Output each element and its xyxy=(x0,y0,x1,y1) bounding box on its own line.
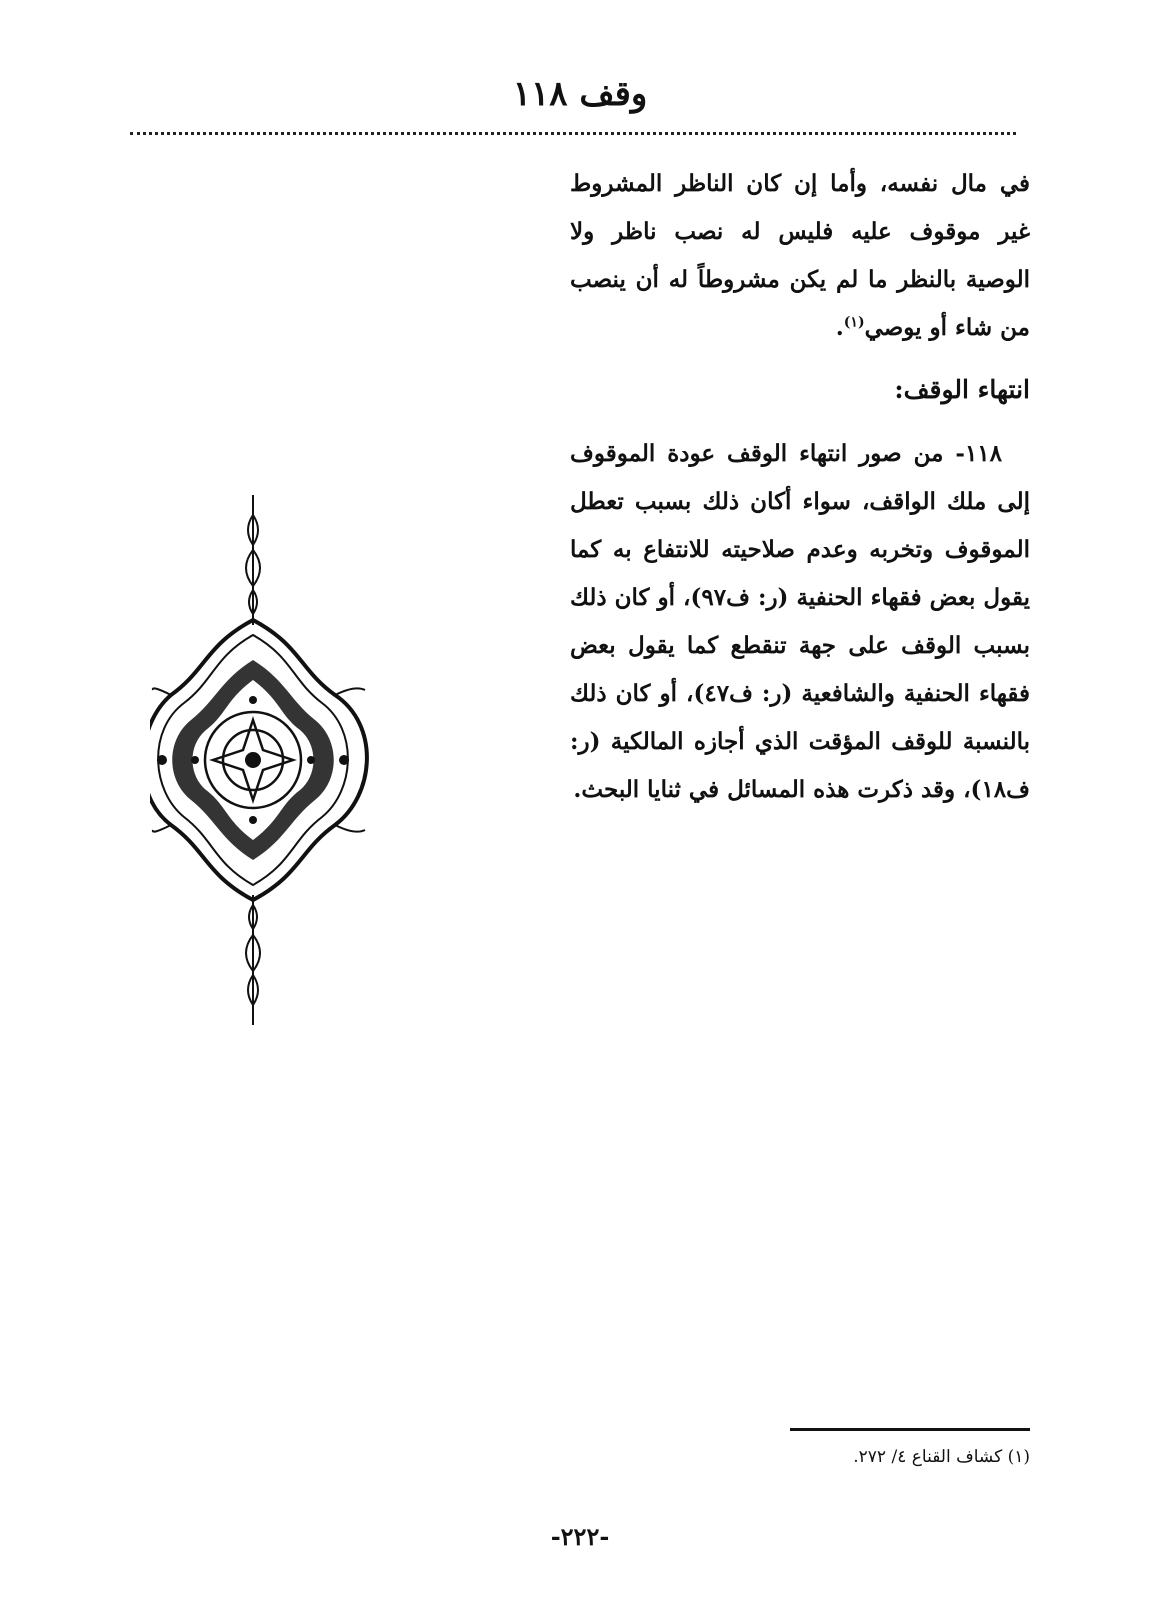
arabesque-medallion-icon xyxy=(150,495,380,1025)
running-title: وقف ١١٨ xyxy=(512,74,648,114)
footnote-reference: (١) xyxy=(843,314,865,331)
paragraph-1-text: في مال نفسه، وأما إن كان الناظر المشروط غير موقوف عليه فليس له نصب ناظر ولا الوصية بالنظر ما لم يكن مشروطاً له أن ينصب من شاء أو يوصي xyxy=(570,170,1030,341)
page-number: -٢٢٢- xyxy=(550,1522,610,1551)
header-dotted-rule xyxy=(130,132,1016,135)
main-text-column xyxy=(570,160,1030,814)
paragraph-2: ١١٨- من صور انتهاء الوقف عودة الموقوف إلى ملك الواقف، سواء أكان ذلك بسبب تعطل الموقوف وتخربه وعدم صلاحيته للانتفاع به كما يقول بعض فقهاء الحنفية (ر: ف٩٧)، أو كان ذلك بسبب الوقف على جهة تنقطع كما يقول بعض فقهاء الحنفية والشافعية (ر: ف٤٧)، أو كان ذلك بالنسبة للوقف المؤقت الذي أجازه المالكية (ر: ف١٨)، وقد ذكرت هذه المسائل في ثنايا البحث. xyxy=(570,440,1030,803)
paragraph-1-end: . xyxy=(835,314,844,341)
footnote-1: (١) كشاف القناع ٤/ ٢٧٢. xyxy=(853,1447,1030,1467)
section-heading: انتهاء الوقف: xyxy=(894,375,1030,404)
footnote-rule xyxy=(790,1428,1030,1431)
paragraph-1 xyxy=(570,160,1030,352)
